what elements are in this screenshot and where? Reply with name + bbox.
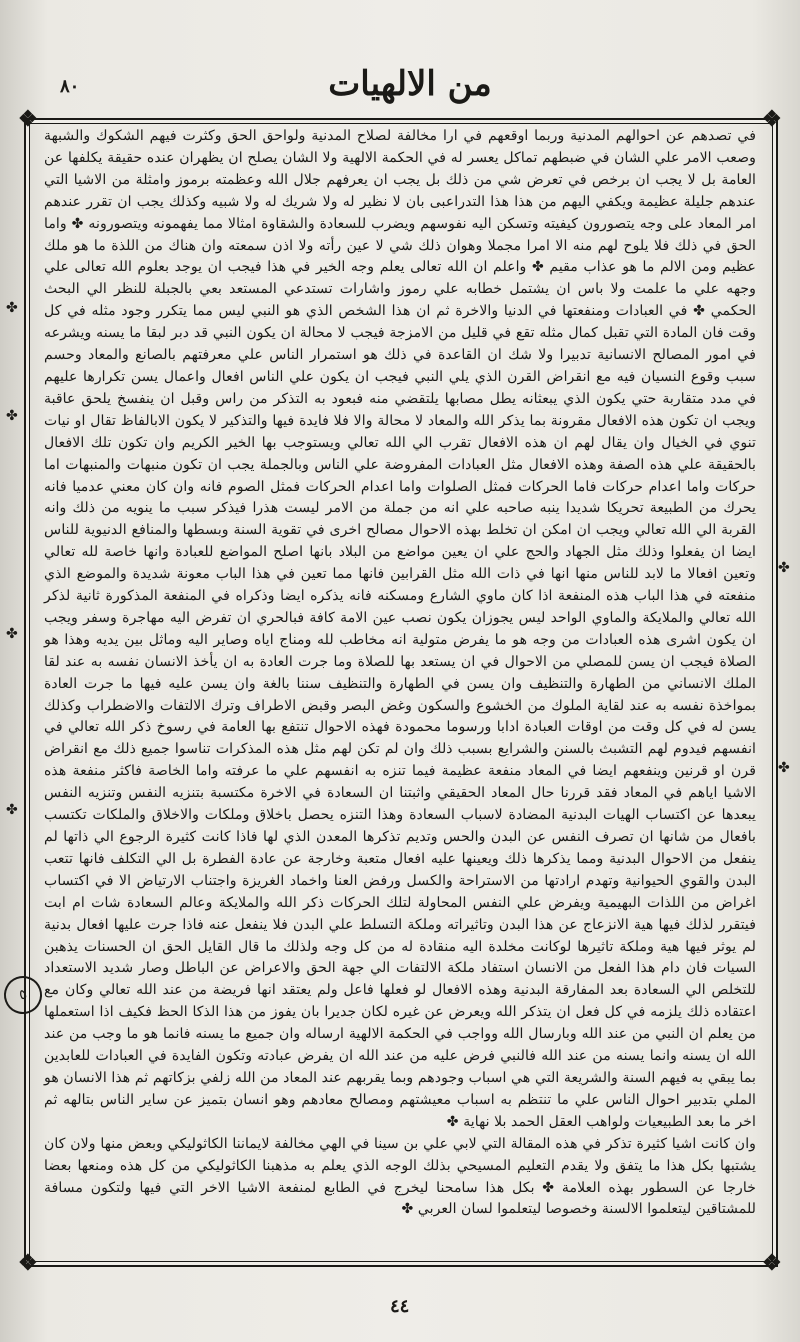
corner-ornament-icon: ❖ xyxy=(762,106,782,132)
side-ornament-icon: ✤ xyxy=(6,626,18,642)
signature-mark: ٤٤ xyxy=(390,1296,410,1317)
body-paragraph: في تصدهم عن احوالهم المدنية وربما اوقعهم في ارا مخالفة لصلاح المدنية ولواحق الحق وكثرت فيهم الشكوك والشبهة وصعب الامر علي الشان في ضبطهم تماكل يعسر له في الحكمة الالهية ولا الشان يصلح ان يظهران عنده حقيقة يكلفها عن العامة بل لا يجب ان برخص في تعرض شي من ذلك بل يجب ان يعرفهم جلال الله وعظمته برموز وامثلة من الاشيا التي عندهم جليلة عظيمة ويكفي اليهم من هذا هذا التدراعبى بان لا نظير له ولا شريك له ولا شبيه وكذلك يجب ان تقرر عندهم امر المعاد على وجه يتصورون كيفيته وتسكن اليه نفوسهم ويضرب للسعادة والشقاوة امثالا مما يفهمونه ويتصورونه ✤ واما الحق في ذلك فلا يلوح لهم منه الا امرا مجملا وهوان ذلك شي لا عين رأته ولا اذن سمعته وان هناك من اللذة ما هو ملك عظيم ومن الالم ما هو عذاب مقيم ✤ واعلم ان الله تعالى يعلم وجه الخير في هذا فيجب ان يوجد بعلوم الله تعالى علي وجهه علي ما علمت ولا باس ان يشتمل خطابه علي رموز واشارات تستدعي المستعد بعي بالجبلة للنظر الي البحث الحكمي ✤ في العبادات ومنفعتها في الدنيا والاخرة ثم ان هذا الشخص الذي هو النبي ليس مما يتكرر وجود مثله في كل وقت فان المادة التي تقبل كمال مثله تقع في قليل من الامزجة فيجب لا محالة ان يكون النبي قد دبر لبقا ما يسنه ويشرعه في امور المصالح الانسانية تدبيرا ولا شك ان القاعدة في ذلك هو استمرار الناس علي معرفتهم بالصانع والمعاد وحسم سبب وقوع النسيان فيه مع انقراض القرن الذي يلي النبي فيجب ان يكون علي الناس افعال واعمال يسن تكرارها عليهم في مدد متقاربة حتي يكون الذي يبعثانه يطل مصابها يلتقضي منه فبعود به التذكر من راس وقبل ان ينفسخ يلحق عاقبة ويجب ان تكون هذه الافعال مقرونة بما يذكر الله والمعاد لا محالة والا فلا فايدة فيها والتذكير لا يكون الابالفاظ تقال او نيات تنوي في الخيال وان يقال لهم ان هذه الافعال تقرب الي الله تعالي ويستوجب بها الخير الكريم وان تكون تلك الافعال بالحقيقة علي هذه الصفة وهذه الافعال مثل العبادات المفروضة علي الناس وبالجملة يجب ان تكون منبهات والمنبهات اما حركات واما اعدام حركات فاما الحركات فمثل الصلوات واما اعدام الحركات فمثل الصوم فانه وان كان معني عدميا فانه يحرك من الطبيعة تحريكا شديدا ينبه صاحبه علي انه من جملة من الامر ليست هذرا فيذكر سبب ما ينويه من ذلك وانه القربة الي الله تعالي ويجب ان امكن ان تخلط بهذه الاحوال مصالح اخرى في تقوية السنة وبسطها والمنافع الدنيوية للناس ايضا ان يفعلوا وذلك مثل الجهاد والحج علي ان يعين مواضع من البلاد بانها اصلح المواضع للعبادة وانها خاصة لله تعالي وتعين افعالا ما لابد للناس منها انها في ذات الله مثل القرابين فانها مما تعين في هذا الباب معونة شديدة والموضع الذي منفعته في هذا الباب هذه المنفعة اذا كان ماوي الشارع ومسكنه فانه يذكره ايضا وذكراه في المنفعة المذكورة ثانية لذكر الله تعالي والملايكة والماوي الواحد ليس يجوزان يكون نصب عين الامة كافة فبالحري ان تفرض اليه مهاجرة وسفر ويجب ان يكون اشرى هذه العبادات من وجه هو ما يفرض متولية انه مخاطب لله ومناج اياه وصاير اليه وماثل بين يديه وهذا هو الصلاة فيجب ان يسن للمصلي من الاحوال في ان يستعد بها للصلاة وما جرت العادة به ان يأخذ الانسان نفسه به عند لقا الملك الانساني من الطهارة والتنظيف وان يسن في الطهارة والتنظيف سننا بالغة وان يسن عليه فيها ما جرت العادة بمواخذة نفسه به عند لقاية الملوك من الخشوع والسكون وغض البصر وقبض الاطراف وترك الالتفات والاضطراب وكذلك يسن له في كل وقت من اوقات العبادة ادابا ورسوما محمودة فهذه الاحوال تنتفع بها العامة في رسوخ ذكر الله تعالي في انفسهم فيدوم لهم التشبث بالسنن والشرايع بسبب ذلك وان لم تكن لهم مثل هذه المذكرات تناسوا جميع ذلك مع انقراض قرن او قرنين وينفعهم ايضا في المعاد منفعة عظيمة فيما تنزه به انفسهم علي ما عرفته واما الخاصة فاكثر منفعة هذه الاشيا اياهم في المعاد فقد قررنا حال المعاد الحقيقي واثبتنا ان السعادة في الاخرة مكتسبة بتنزيه النفس وتنزيه النفس يبعدها عن اكتساب الهيات البدنية المضادة لاسباب السعادة وهذا التنزه يحصل باخلاق وملكات والاخلاق والملكات تكتسب بافعال من شانها ان تصرف النفس عن البدن والحس وتديم تذكرها المعدن الذي لها فاذا كانت كثيرة الرجوع الي ذاتها لم ينفعل من الاحوال البدنية ومما يذكرها ذلك ويعينها عليه افعال متعبة وخارجة عن عادة الفطرة بل الي التكلف فانها تتعب البدن والقوي الحيوانية وتهدم ارادتها من الاستراحة والكسل ورفض العنا واخماد الغريزة واجتناب الارتياض الا في اكتساب اغراض من اللذات البهيمية ويفرض علي النفس المحاولة لتلك الحركات ذكر الله والملايكة وعالم السعادة شات ام ابت فيتقرر لذلك فيها هية الانزعاج عن هذا البدن وتاثيراته وملكة التسلط علي البدن فلا ينفعل عنه فاذا جرت عليها افعال بدنية لم يوثر فيها هية وملكة تاثيرها لوكانت مخلدة اليه منقادة له من كل وجه ولذلك ما قال القايل الحق ان الحسنات يذهبن السيات فان دام هذا الفعل من الانسان استفاد ملكة الالتفات الي جهة الحق والاعراض عن الباطل وصار شديد الاستعداد للتخلص الي السعادة بعد المفارقة البدنية وهذه الافعال لو فعلها فاعل ولم يعتقد انها فريضة من عند الله تعالي وكان مع اعتقاده ذلك يلزمه في كل فعل ان يتذكر الله ويعرض عن غيره لكان جديرا بان يفوز من هذا الذكا الحظ فكيف اذا استعملها من يعلم ان النبي من عند الله وبارسال الله وواجب في الحكمة الالهية ارساله وان جميع ما يسنه فانما هو ما وجب من عند الله ان يسنه وانما يسنه من عند الله فالنبي فرض عليه من عند الله ان يفرض عبادته وتكون الفايدة في العبادات للعابدين بما يبقي به فيهم السنة والشريعة التي هي اسباب وجودهم وبما يقربهم عند المعاد من الله زلفي بزكاتهم ثم هذا الانسان هو الملي بتدبير احوال الناس علي ما تنتظم به اسباب معيشتهم ومصالح معادهم وهو انسان بتميز عن ساير الناس بتالهه ثم اخر ما بعد الطبيعيات ولواهب العقل الحمد بلا نهاية ✤ xyxy=(44,128,756,1130)
corner-ornament-icon: ❖ xyxy=(762,1250,782,1276)
censor-note-paragraph: وان كانت اشيا كثيرة تذكر في هذه المقالة التي لابي علي بن سينا في الهي مخالفة لايماننا الكاثوليكي وبعض منها ولان كان يشتبها بكل هذا ما يتفق ولا يقدم التعليم المسيحي بذلك الوجه الذي يعلم به مذهبنا الكاثوليكي من كل هذه ومنعها بعضا خارجا عن السطور بهذه العلامة ✤ بكل هذا سامحنا ليخرج في الطابع لمنفعة الاشيا الاخر التي فيها ولتكون مسافة للمشتاقين ليتعلموا الالسنة وخصوصا ليتعلموا لسان العربي ✤ xyxy=(44,1135,756,1218)
running-title: من الالهيات xyxy=(328,64,492,104)
corner-ornament-icon: ❖ xyxy=(18,106,38,132)
side-ornament-icon: ✤ xyxy=(778,760,790,776)
page-header xyxy=(0,62,800,122)
side-ornament-icon: ✤ xyxy=(6,408,18,424)
page-number: ٨٠ xyxy=(60,76,80,97)
corner-ornament-icon: ❖ xyxy=(18,1250,38,1276)
side-ornament-icon: ✤ xyxy=(778,560,790,576)
side-ornament-icon: ✤ xyxy=(6,300,18,316)
side-ornament-icon: ✤ xyxy=(6,802,18,818)
margin-note: ٥ xyxy=(0,971,47,1020)
main-text xyxy=(44,126,756,1221)
